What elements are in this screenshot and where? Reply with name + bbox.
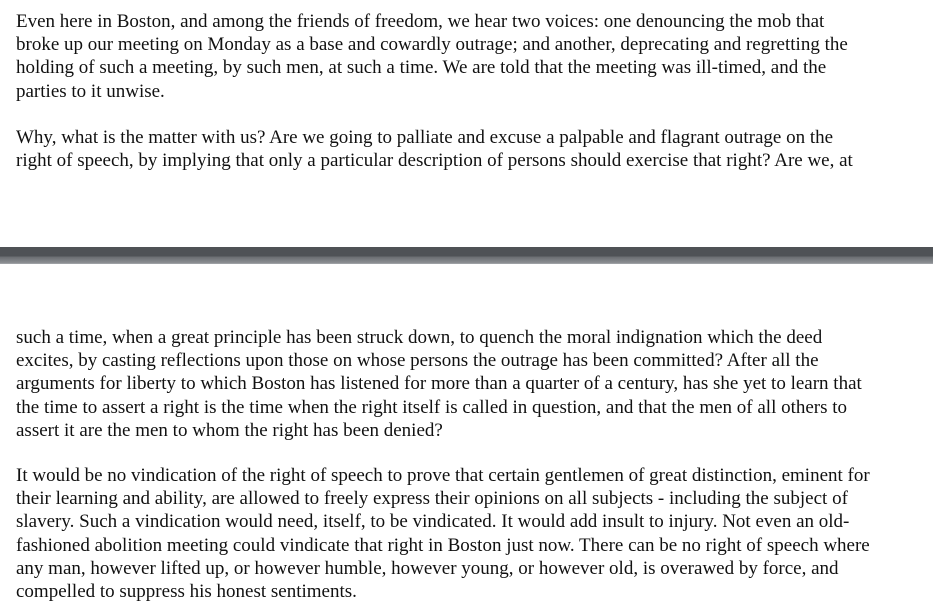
text-line: excites, by casting reflections upon those on whose persons the outrage has been committed? After all the (16, 350, 819, 372)
paragraph-2 (16, 126, 928, 172)
text-line: fashioned abolition meeting could vindicate that right in Boston just now. There can be no right of speech where (16, 534, 870, 556)
paragraph-4 (16, 464, 928, 603)
text-line: Even here in Boston, and among the friends of freedom, we hear two voices: one denouncing the mob that (16, 11, 825, 32)
text-line: arguments for liberty to which Boston has listened for more than a quarter of a century, has she yet to learn that (16, 373, 862, 395)
text-line: parties to it unwise. (16, 80, 165, 102)
text-line: right of speech, by implying that only a particular description of persons should exercise that right? Are we, at (16, 150, 853, 172)
text-line: broke up our meeting on Monday as a base and cowardly outrage; and another, deprecating and regretting the (16, 34, 848, 56)
text-line: the time to assert a right is the time when the right itself is called in question, and that the men of all others to (16, 396, 848, 418)
text-line: such a time, when a great principle has been struck down, to quench the moral indignation which the deed (16, 327, 823, 348)
page-separator (0, 247, 933, 264)
text-line: their learning and ability, are allowed to freely express their opinions on all subjects - including the subject of (16, 488, 848, 510)
text-line: assert it are the men to whom the right has been denied? (16, 419, 443, 441)
document-page-2 (0, 264, 933, 615)
text-line: Why, what is the matter with us? Are we going to palliate and excuse a palpable and flagrant outrage on the (16, 127, 834, 148)
paragraph-1 (16, 10, 928, 103)
text-line: any man, however lifted up, or however humble, however young, or however old, is overawed by force, and (16, 557, 839, 579)
paragraph-3 (16, 326, 928, 442)
text-line: slavery. Such a vindication would need, itself, to be vindicated. It would add insult to injury. Not even an old- (16, 511, 850, 533)
document-page-1 (0, 0, 933, 247)
text-line: It would be no vindication of the right of speech to prove that certain gentlemen of great distinction, eminent for (16, 465, 870, 486)
text-line: holding of such a meeting, by such men, at such a time. We are told that the meeting was ill-timed, and the (16, 57, 827, 79)
text-line: compelled to suppress his honest sentiments. (16, 581, 357, 603)
